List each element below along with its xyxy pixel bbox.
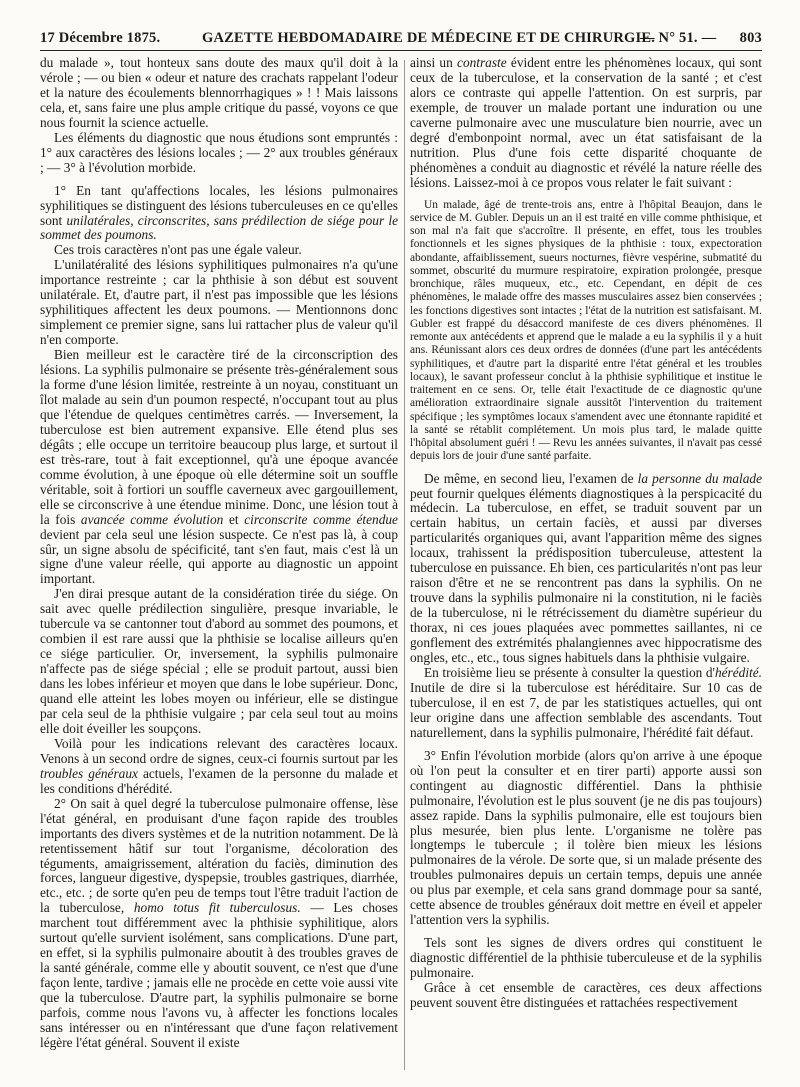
paragraph: 2° On sait à quel degré la tuberculose pulmonaire offense, lèse l'état général, en produisant d'une façon rapide des troubles importants des divers systèmes et de la nutrition notamment. De là retentissement hâtif sur tout l'organisme, décoloration des téguments, amaigrissement, altération du faciès, diminution des forces, langueur digestive, dyspepsie, troubles gastriques, diarrhée, etc., etc. ; de sorte qu'en peu de temps tout l'être traduit l'action de la tuberculose, homo totus fit tuberculosus. — Les choses marchent tout différemment avec la phthisie syphilitique, alors surtout qu'elle survient isolément, sans complications. D'une part, en effet, si la syphilis pulmonaire aboutit à des troubles graves de la santé générale, comme elle y aboutit souvent, ce n'est que d'une façon lente, tardive ; jamais elle ne procède en cette voie aussi vite que la tuberculose. D'autre part, la syphilis pulmonaire se borne parfois, comme nous l'avons vu, à affecter les fonctions locales sans intéresser ou en n'intéressant que d'une façon relativement légère l'état général. Souvent il existe (40, 795, 398, 1050)
right-column (410, 56, 762, 1076)
paragraph: Tels sont les signes de divers ordres qui constituent le diagnostic différentiel de la phthisie tuberculeuse et de la syphilis pulmonaire. (410, 935, 762, 981)
header-journal-title: GAZETTE HEBDOMADAIRE DE MÉDECINE ET DE CHIRURGIE. (202, 30, 656, 46)
paragraph: J'en dirai presque autant de la considération tirée du siége. On sait avec quelle prédilection singulière, presque invariable, le tubercule va se cantonner tout d'abord au sommet des poumons, et combien il est rare aussi que la phthisie se localise ailleurs qu'en ce siége particulier. Or, inversement, la syphilis pulmonaire n'affecte pas de siége spécial ; elle se produit partout, aussi bien dans les lobes inférieur et moyen que dans le lobe supérieur. Donc, quand elle atteint les lobes moyen ou inférieur, elle se distingue par cela seul de la phthisie vulgaire ; par cela seul tout au moins elle doit éveiller les soupçons. (40, 586, 398, 736)
paragraph: Grâce à cet ensemble de caractères, ces deux affections peuvent souvent être distinguées et rattachées respectivement (410, 980, 762, 1010)
paragraph: Voilà pour les indications relevant des caractères locaux. Venons à un second ordre de signes, ceux-ci fournis surtout par les troubles généraux actuels, l'examen de la personne du malade et les conditions d'hérédité. (40, 735, 398, 796)
paragraph: 3° Enfin l'évolution morbide (alors qu'on arrive à une époque où l'on peut la consulter et en tirer parti) apporte aussi son contingent au diagnostic différentiel. Dans la phthisie pulmonaire, l'évolution est le plus souvent (je ne dis pas toujours) assez rapide. Dans la syphilis pulmonaire, elle est toujours bien plus mesurée, bien plus lente. L'organisme ne tolère pas longtemps le tubercule ; il tolère bien mieux les lésions pulmonaires de la vérole. De sorte que, si un malade présente des troubles pulmonaires depuis un certain temps, depuis une année ou plus par exemple, et cela sans grand dommage pour sa santé, cette absence de troubles généraux doit mettre en éveil et appeler l'attention vers la syphilis. (410, 747, 762, 928)
left-column (40, 56, 398, 1076)
running-header (40, 28, 762, 51)
paragraph: L'unilatéralité des lésions syphilitiques pulmonaires n'a qu'une importance restreinte ; car la phthisie à son début est souvent unilatérale. Et, d'autre part, il n'est pas impossible que les lésions syphilitiques affectent les deux poumons. — Mentionnons donc simplement ce premier signe, sans lui rattacher plus de valeur qu'il n'en comporte. (40, 257, 398, 348)
column-divider (404, 60, 405, 1070)
header-page-number: 803 (739, 30, 762, 46)
header-issue-number: — N° 51. — (640, 30, 717, 46)
paragraph: du malade », tout honteux sans doute des maux qu'il doit à la vérole ; — ou bien « odeur et nature des crachats rappelant l'odeur et la nature des écoulements blennorrhagiques » ! ! Mais laissons cela, et, sans faire une plus ample critique du passé, voyons ce que nous fournit la science actuelle. (40, 56, 398, 130)
paragraph: En troisième lieu se présente à consulter la question d'hérédité. Inutile de dire si la tuberculose est héréditaire. Sur 10 cas de tuberculose, il en est 7, de par les statistiques actuelles, qui ont leur origine dans une affection semblable des ascendants. Tout naturellement, dans la syphilis pulmonaire, l'hérédité fait défaut. (410, 664, 762, 740)
paragraph: 1° En tant qu'affections locales, les lésions pulmonaires syphilitiques se distinguent des lésions tuberculeuses en ce qu'elles sont unilatérales, circonscrites, sans prédilection de siége pour le sommet des poumons. (40, 182, 398, 243)
header-date: 17 Décembre 1875. (40, 30, 161, 46)
case-observation: Un malade, âgé de trente-trois ans, entre à l'hôpital Beaujon, dans le service de M. Gubler. Depuis un an il est traité en ville comme phthisique, et son mal n'a fait que s'accroître. Il présente, en effet, tous les troubles fonctionnels et les signes physiques de la phthisie : toux, expectoration abondante, affaiblissement, sueurs nocturnes, fièvre vespérine, submatité du sommet, obscurité du murmure respiratoire, expiration prolongée, presque bronchique, râles muqueux, etc., etc. Cependant, en dépit de ces phénomènes, le malade offre des masses musculaires assez bien conservées ; les fonctions digestives sont intactes ; l'état de la nutrition est satisfaisant. M. Gubler est frappé du désaccord manifeste de ces divers phénomènes. Il remonte aux antécédents et apprend que le malade a eu la syphilis il y a huit ans. Réunissant alors ces deux ordres de données (d'une part les antécédents syphilitiques, et d'autre part la disparité entre l'état général et les troubles locaux), le savant professeur conclut à la phthisie syphilitique et institue le traitement en ce sens. Or, telle était l'exactitude de ce diagnostic qu'une amélioration extraordinaire signale aussitôt l'intervention du traitement spécifique ; les symptômes locaux s'amendent avec une étonnante rapidité et la santé se rétablit complétement. Un mois plus tard, le malade quitte l'hôpital absolument guéri ! — Revu les années suivantes, il n'avait pas cessé depuis lors de jouir d'une santé parfaite. (410, 198, 762, 463)
paragraph: Les éléments du diagnostic que nous étudions sont empruntés : 1° aux caractères des lésions locales ; — 2° aux troubles généraux ; — 3° à l'évolution morbide. (40, 129, 398, 175)
paragraph: De même, en second lieu, l'examen de la personne du malade peut fournir quelques éléments diagnostiques à la perspicacité du médecin. La tuberculose, en effet, se traduit souvent par un certain habitus, un certain faciès, et aussi par diverses particularités organiques qui, avant l'apparition même des signes locaux, trahissent la prédisposition tuberculeuse, attestent la tuberculose en puissance. Eh bien, ces particularités n'ont pas leur raison d'être et ne se rencontrent pas dans la syphilis. On ne trouve dans la syphilis pulmonaire ni la constitution, ni le faciès de la tuberculose, ni le rétrécissement du diamètre supérieur du thorax, ni ces joues plaquées avec pommettes saillantes, ni ce gonflement des extrémités phalangiennes avec hippocratisme des ongles, etc., etc., tous signes habituels dans la phthisie vulgaire. (410, 470, 762, 666)
paragraph: ainsi un contraste évident entre les phénomènes locaux, qui sont ceux de la tuberculose, et la conservation de la santé ; et c'est alors ce contraste qui appelle l'attention. On est surpris, par exemple, de trouver un malade portant une induration ou une caverne pulmonaire avec une musculature bien nourrie, avec un degré d'embonpoint normal, avec un état satisfaisant de la nutrition. Plus d'une fois cette disparité choquante de phénomènes a conduit au diagnostic et révélé la nature réelle des lésions. Laissez-moi à ce propos vous relater le fait suivant : (410, 56, 762, 190)
paragraph: Ces trois caractères n'ont pas une égale valeur. (54, 242, 302, 258)
paragraph: Bien meilleur est le caractère tiré de la circonscription des lésions. La syphilis pulmonaire se présente très-généralement sous la forme d'une lésion limitée, restreinte à un noyau, constituant un îlot malade au sein d'un poumon respecté, n'occupant tout au plus que l'étendue de quelques centimètres carrés. — Inversement, la tuberculose est bien autrement expansive. Elle étend plus ses dégâts ; elle occupe un territoire beaucoup plus large, et surtout il est très-rare, tout à fait exceptionnel, qu'à une époque avancée comme évolution, à une époque où elle détermine soit un souffle véritable, soit à fortiori un souffle caverneux avec gargouillement, elle se circonscrive à une étendue minime. Donc, une lésion tout à la fois avancée comme évolution et circonscrite comme étendue devient par cela seul une lésion suspecte. Ce n'est pas là, à coup sûr, un signe absolu de spécificité, tant s'en faut, mais c'est là un signe d'une valeur réelle, qui apporte au diagnostic un appoint important. (40, 347, 398, 587)
